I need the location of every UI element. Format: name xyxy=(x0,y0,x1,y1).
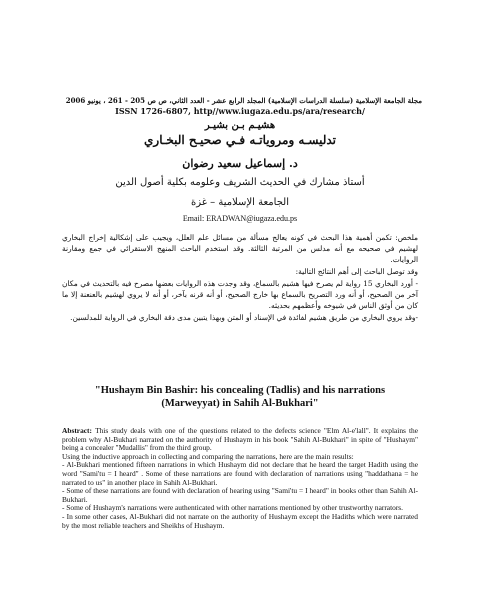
abstract-label: Abstract xyxy=(62,426,90,435)
arabic-title-line-2: تدليسـه ومروياتـه فـي صحيـح البخـاري xyxy=(144,133,336,147)
arabic-abstract-paragraph: ملخص: تكمن أهمية هذا البحث في كونه يعالج مسألة من مسائل علم العلل، ويجيب على إشكالية إخراج البخاري لهشيم في صحيحه مع أنه مدلس من المرتبة الثالثة. وقد استخدم الباحث المنهج الاستقرائي في جمع ومقارنة الروايات. xyxy=(62,233,418,264)
english-abstract-paragraph: Abstract: This study deals with one of the questions related to the defects science "Elm Al-e'lall". It explains the problem why Al-Bukhari narrated on the authority of Hushaym in his book "Sahih Al-Bukhari" in spite of "Hushaym" being a concealer "Mudallis" from the third group. xyxy=(62,426,419,453)
english-abstract xyxy=(62,427,418,530)
arabic-abstract xyxy=(62,232,418,324)
author-name: د. إسماعيل سعيد رضوان xyxy=(182,157,298,170)
english-abstract-paragraph: - Some of Hushaym's narrations were authenticated with other narrations mentioned by other trustworthy narrators. xyxy=(62,503,404,513)
arabic-abstract-paragraph: - أورد البخاري 15 رواية لم يصرح فيها هشيم بالسماع، وقد وجدت هذه الروايات بعضها مصرح فيه بالتحديث في مكان آخر من الصحيح، أو أنه ورد التصريح بالسماع بها خارج الصحيح، أو أنه قرنه بآخر، أو أنه لا يروي لهشيم بالعنعنة إلا ما كان من أوثق الناس في شيوخه وأعظمهم بحديثه. xyxy=(62,279,418,310)
journal-citation: مجلة الجامعة الإسلامية (سلسلة الدراسات الإسلامية) المجلد الرابع عشر - العدد الثاني، ص ص 205 - 261 ، يونيو 2006 xyxy=(65,96,422,105)
issn-url: ISSN 1726-6807, http//www.iugaza.edu.ps/ara/research/ xyxy=(115,106,365,116)
english-abstract-paragraph: - In some other cases, Al-Bukhari did not narrate on the authority of Hushaym except the Hadiths which were narrated by the most reliable teachers and Sheikhs of Hushaym. xyxy=(62,511,418,530)
english-abstract-paragraph: Using the inductive approach in collecting and comparing the narrations, here are the main results: xyxy=(62,451,354,461)
arabic-abstract-paragraph: وقد توصل الباحث إلى أهم النتائج التالية: xyxy=(295,267,418,276)
author-email: Email: ERADWAN@iugaza.edu.ps xyxy=(182,214,298,223)
author-affiliation: أستاذ مشارك في الحديث الشريف وعلومه بكلية أصول الدين xyxy=(115,177,365,188)
english-title: "Hushaym Bin Bashir: his concealing (Tadlis) and his narrations (Marweyyat) in Sahih Al-Bukhari" xyxy=(94,385,386,409)
arabic-abstract-paragraph: -وقد يروي البخاري من طريق هشيم لفائدة في الإسناد أو المتن وبهذا يتبين مدى دقة البخاري في الرواية للمدلسين. xyxy=(70,313,418,322)
english-abstract-paragraph: - Some of these narrations are found with declaration of hearing using "Sami'tu = I heard" in books other than Sahih Al-Bukhari. xyxy=(62,486,418,504)
author-university: الجامعة الإسلامية – غزة xyxy=(191,197,289,208)
english-abstract-text: This study deals with one of the questions related to the defects science "Elm Al-e'lall". It explains the problem why Al-Bukhari narrated on the authority of Hushaym in his book "Sahih Al-Bukhari" in spite of "Hushaym" being a concealer "Mudallis" from the third group. xyxy=(62,426,419,453)
english-abstract-paragraph: - Al-Bukhari mentioned fifteen narrations in which Hushaym did not declare that he heard the target Hadith using the word "Sami'tu = I heard" . Some of these narrations are found with declaration of narrations using "haddathana = he narrated to us" in another place in Sahih Al-Bukhari. xyxy=(62,460,418,487)
arabic-title-line-1: هشيـم بـن بشيـر xyxy=(204,120,276,131)
